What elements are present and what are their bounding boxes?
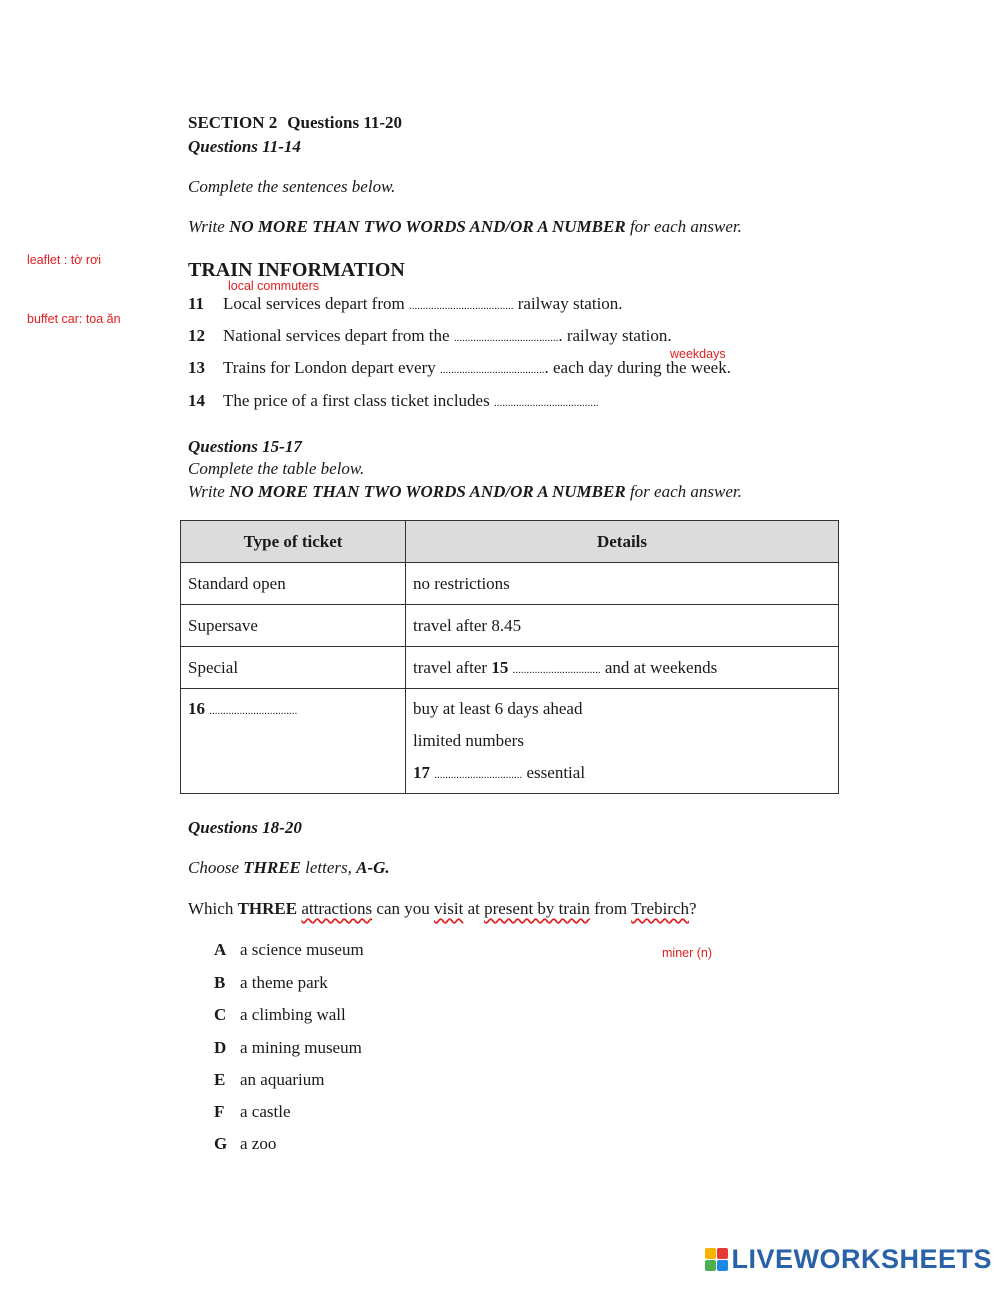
q-text: from (589, 899, 632, 918)
underlined-word: visit (434, 899, 464, 918)
part1-write-instruction (188, 217, 742, 237)
question-14 (188, 391, 598, 411)
annotation-local-commuters: local commuters (228, 279, 319, 293)
logo-text: LIVEWORKSHEETS (731, 1244, 992, 1274)
option-b[interactable] (214, 973, 328, 993)
option-letter: E (214, 1070, 226, 1089)
section-label: SECTION 2 (188, 113, 278, 132)
part3-question (188, 899, 697, 919)
section-title (188, 113, 402, 133)
write-bold: NO MORE THAN TWO WORDS AND/OR A NUMBER (229, 482, 626, 501)
detail-text-after: and at weekends (600, 657, 718, 677)
annotation-leaflet: leaflet : tờ rơi (27, 253, 102, 267)
option-d[interactable] (214, 1038, 362, 1058)
part1-heading: Questions 11-14 (188, 137, 301, 156)
liveworksheets-logo-icon (705, 1248, 728, 1271)
annotation-weekdays: weekdays (670, 347, 726, 361)
answer-blank[interactable]: ................................ (512, 663, 601, 676)
option-text: a science museum (240, 940, 364, 959)
answer-blank[interactable]: ...................................... (453, 332, 559, 344)
answer-blank[interactable]: ...................................... (493, 397, 599, 409)
section-questions: Questions 11-20 (287, 113, 403, 132)
question-number: 17 (413, 763, 430, 782)
part2-instruction: Complete the table below. (188, 459, 365, 478)
detail-line: limited numbers (413, 731, 524, 750)
question-number: 12 (188, 326, 205, 345)
part2-write-instruction (188, 482, 742, 502)
annotation-buffet: buffet car: toa ăn (27, 312, 121, 326)
q-text: at (463, 899, 485, 918)
q-text: ? (689, 899, 697, 918)
question-number: 13 (188, 358, 205, 377)
option-c[interactable] (214, 1005, 346, 1025)
answer-blank[interactable]: ...................................... (408, 300, 514, 312)
question-text-after: . each day during the week. (544, 358, 731, 377)
table-row (181, 647, 839, 689)
part3-heading: Questions 18-20 (188, 818, 302, 837)
question-number: 14 (188, 391, 205, 410)
question-text: Trains for London depart every (223, 358, 441, 377)
ticket-type: Supersave (181, 605, 406, 647)
option-letter: D (214, 1038, 227, 1057)
ticket-detail: travel after 8.45 (406, 605, 839, 647)
table-row (181, 689, 839, 794)
ticket-type: Special (181, 647, 406, 689)
option-text: an aquarium (240, 1070, 325, 1089)
question-text-after: . railway station. (558, 326, 672, 345)
q-text: Which (188, 899, 238, 918)
choose-pre: Choose (188, 858, 244, 877)
write-pre: Write (188, 217, 230, 236)
liveworksheets-logo[interactable] (705, 1244, 992, 1275)
option-letter: C (214, 1005, 227, 1024)
underlined-word: attractions (301, 899, 373, 918)
header-details: Details (406, 521, 839, 563)
answer-blank[interactable]: ................................ (209, 705, 298, 717)
option-text: a theme park (240, 973, 328, 992)
option-g[interactable] (214, 1134, 276, 1154)
table-row (181, 563, 839, 605)
part3-choose-instruction (188, 858, 390, 878)
question-text: National services depart from the (223, 326, 454, 345)
question-text: Local services depart from (223, 294, 409, 313)
write-post: for each answer. (625, 482, 742, 501)
question-text: The price of a first class ticket includes (223, 391, 494, 410)
detail-text-after: essential (522, 763, 586, 782)
train-information-title: TRAIN INFORMATION (188, 259, 405, 281)
option-text: a climbing wall (240, 1005, 346, 1024)
question-number: 11 (188, 294, 205, 313)
write-pre: Write (188, 482, 230, 501)
option-e[interactable] (214, 1070, 325, 1090)
detail-text: travel after (413, 657, 492, 677)
option-letter: A (214, 940, 227, 959)
option-text: a castle (240, 1102, 291, 1121)
ticket-detail (406, 647, 839, 689)
answer-blank[interactable]: ................................ (434, 769, 523, 781)
choose-mid: letters, (300, 858, 357, 877)
option-f[interactable] (214, 1102, 291, 1122)
q-bold: THREE (237, 899, 298, 918)
question-number: 15 (491, 657, 509, 677)
write-bold: NO MORE THAN TWO WORDS AND/OR A NUMBER (229, 217, 626, 236)
question-12 (188, 326, 672, 346)
ticket-table (180, 520, 839, 794)
question-11 (188, 294, 623, 314)
table-header-row (181, 521, 839, 563)
option-letter: B (214, 973, 226, 992)
choose-bold: THREE (243, 858, 301, 877)
choose-bold2: A-G. (356, 858, 390, 877)
option-letter: G (214, 1134, 228, 1153)
ticket-detail: no restrictions (406, 563, 839, 605)
detail-line: buy at least 6 days ahead (413, 699, 583, 718)
option-text: a mining museum (240, 1038, 362, 1057)
ticket-detail (406, 689, 839, 794)
option-text: a zoo (240, 1134, 277, 1153)
part2-heading: Questions 15-17 (188, 437, 302, 456)
underlined-word: present by train (484, 899, 590, 918)
question-number: 16 (188, 699, 205, 718)
detail-line-q17 (413, 763, 831, 787)
question-text-after: railway station. (513, 294, 623, 313)
ticket-type (181, 689, 406, 794)
answer-blank[interactable]: ...................................... (440, 364, 545, 376)
table-row (181, 605, 839, 647)
part1-instruction: Complete the sentences below. (188, 177, 396, 196)
write-post: for each answer. (625, 217, 742, 236)
annotation-miner: miner (n) (662, 946, 713, 960)
option-letter: F (214, 1102, 225, 1121)
question-13 (188, 358, 731, 378)
q-text: can you (372, 899, 435, 918)
underlined-word: Trebirch (631, 899, 690, 918)
option-a[interactable] (214, 940, 364, 960)
ticket-type: Standard open (181, 563, 406, 605)
header-type-of-ticket: Type of ticket (181, 521, 406, 563)
